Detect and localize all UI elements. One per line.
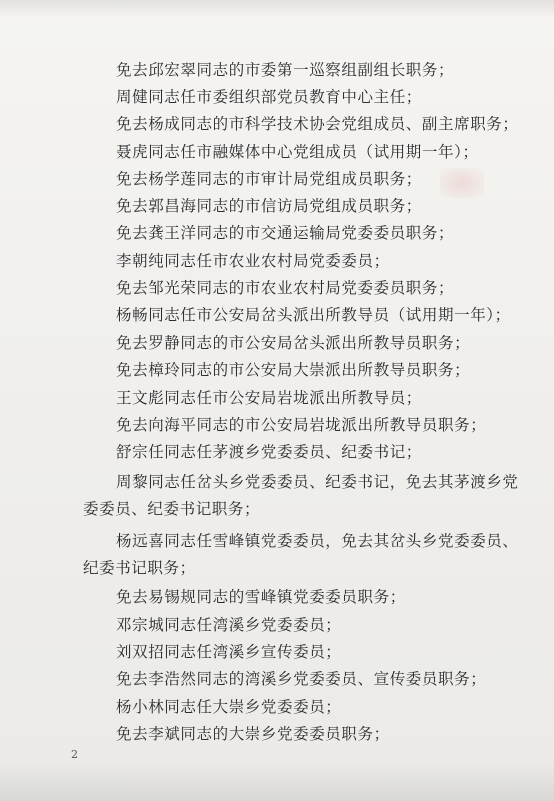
scan-shadow-bottom — [0, 761, 554, 801]
scan-shadow-top — [0, 0, 554, 18]
document-line: 王文彪同志任市公安局岩垅派出所教导员； — [116, 389, 422, 407]
document-line: 周黎同志任岔头乡党委委员、纪委书记，免去其茅渡乡党 — [116, 473, 519, 491]
document-line: 免去李浩然同志的湾溪乡党委委员、宣传委员职务； — [116, 670, 487, 688]
document-line: 杨畅同志任市公安局岔头派出所教导员（试用期一年）； — [116, 306, 511, 324]
document-line: 免去龚王洋同志的市交通运输局党委委员职务； — [116, 224, 455, 242]
document-line: 刘双招同志任湾溪乡宣传委员； — [116, 643, 342, 661]
document-line: 免去罗静同志的市公安局岔头派出所教导员职务； — [116, 334, 471, 352]
document-line: 杨远喜同志任雪峰镇党委委员，免去其岔头乡党委委员、 — [116, 532, 519, 550]
page-number: 2 — [71, 748, 78, 761]
document-line: 李朝纯同志任市农业农村局党委委员； — [116, 252, 390, 270]
faint-stamp-mark — [440, 168, 484, 198]
document-line: 纪委书记职务； — [83, 559, 196, 577]
document-line: 免去邱宏翠同志的市委第一巡察组副组长职务； — [116, 61, 455, 79]
document-line: 免去易锡规同志的雪峰镇党委委员职务； — [116, 588, 406, 606]
document-line: 免去向海平同志的市公安局岩垅派出所教导员职务； — [116, 416, 487, 434]
document-line: 委委员、纪委书记职务； — [83, 500, 261, 518]
document-line: 免去郭昌海同志的市信访局党组成员职务； — [116, 197, 422, 215]
document-line: 杨小林同志任大崇乡党委委员； — [116, 698, 342, 716]
document-line: 免去邹光荣同志的市农业农村局党委委员职务； — [116, 279, 455, 297]
document-line: 免去樟玲同志的市公安局大崇派出所教导员职务； — [116, 361, 471, 379]
document-line: 聂虎同志任市融媒体中心党组成员（试用期一年）； — [116, 143, 479, 161]
document-line: 舒宗任同志任茅渡乡党委委员、纪委书记； — [116, 443, 422, 461]
document-line: 邓宗城同志任湾溪乡党委委员； — [116, 616, 342, 634]
document-line: 周健同志任市委组织部党员教育中心主任； — [116, 88, 422, 106]
document-line: 免去李斌同志的大崇乡党委委员职务； — [116, 725, 390, 743]
document-line: 免去杨学莲同志的市审计局党组成员职务； — [116, 170, 422, 188]
document-line: 免去杨成同志的市科学技术协会党组成员、副主席职务； — [116, 115, 519, 133]
